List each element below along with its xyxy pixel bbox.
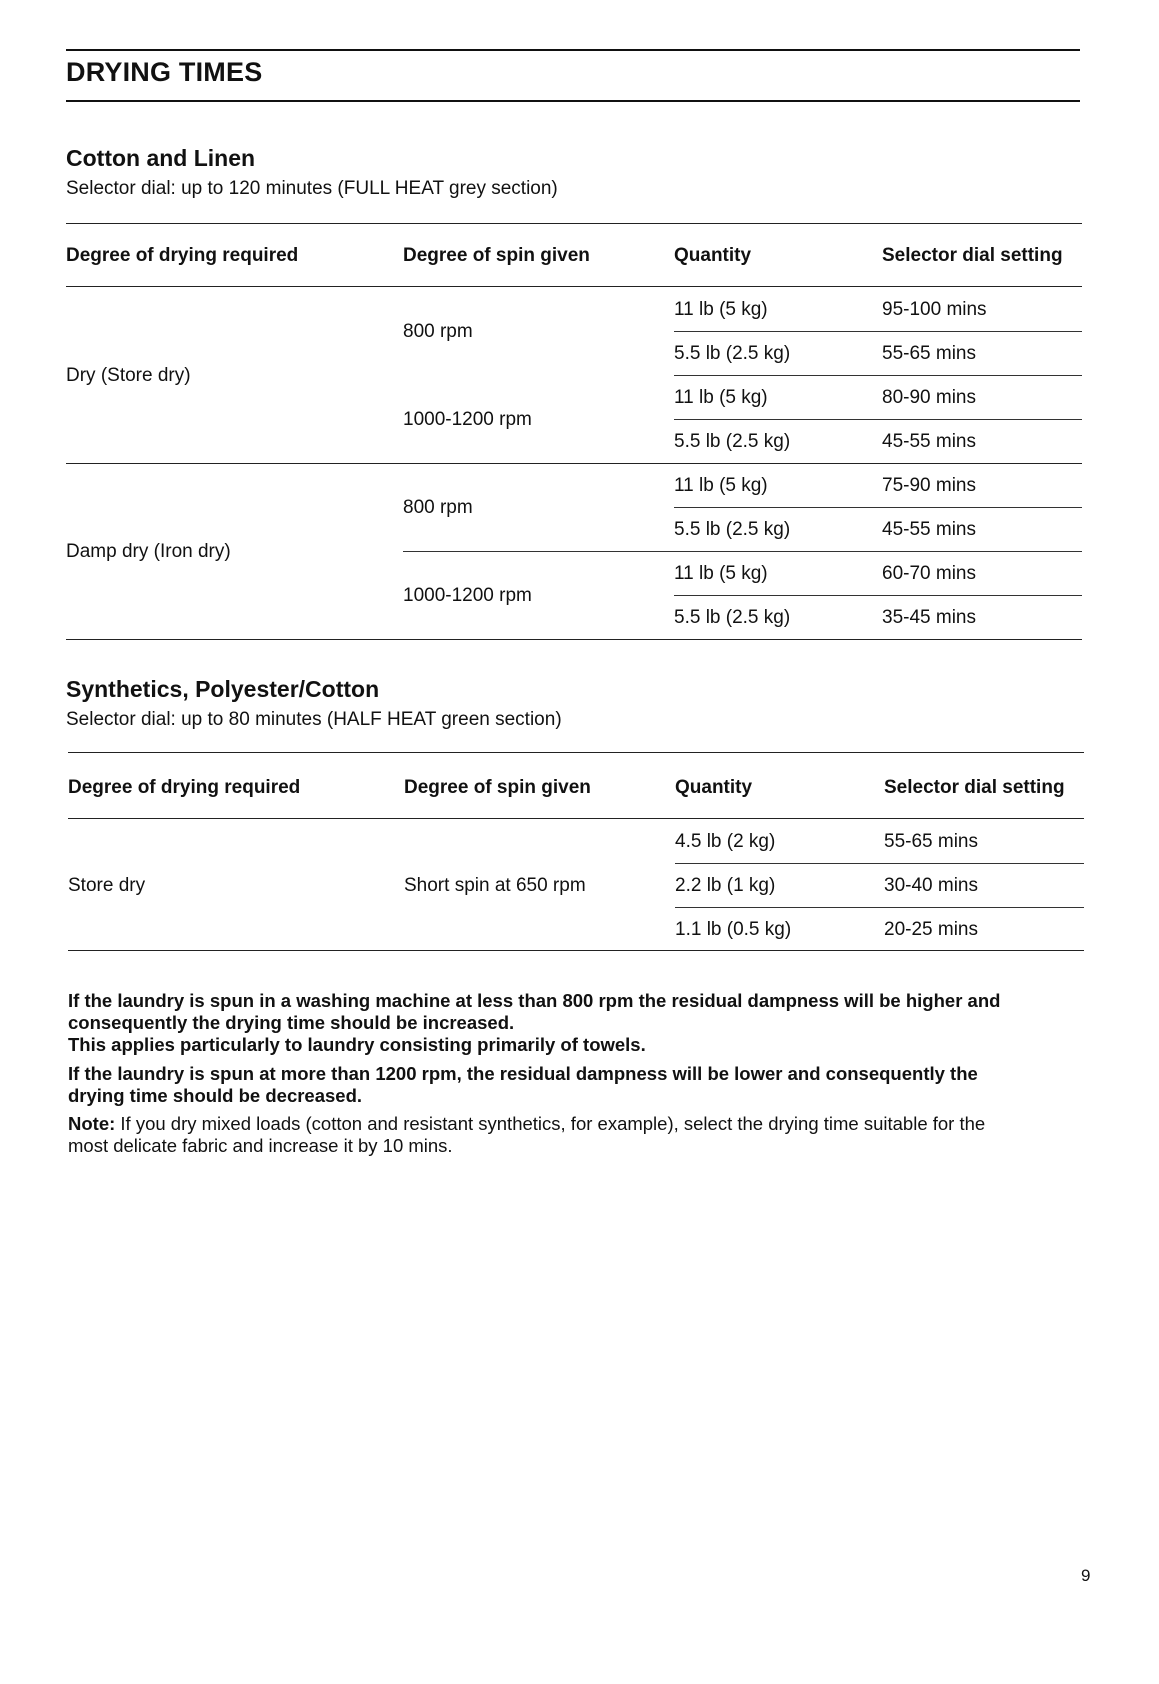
synthetics-header-spin: Degree of spin given <box>404 777 591 798</box>
spin-divider <box>674 375 1082 376</box>
page-title: DRYING TIMES <box>66 57 263 87</box>
cotton-setting: 75-90 mins <box>882 475 976 496</box>
cotton-setting: 55-65 mins <box>882 343 976 364</box>
cotton-header-setting: Selector dial setting <box>882 245 1063 266</box>
synthetics-setting: 55-65 mins <box>884 831 978 852</box>
row-divider <box>674 595 1082 596</box>
cotton-section-title: Cotton and Linen <box>66 145 256 171</box>
cotton-setting: 45-55 mins <box>882 431 976 452</box>
cotton-quantity: 11 lb (5 kg) <box>674 563 768 584</box>
row-divider <box>675 907 1084 908</box>
note-paragraph-4 <box>68 1113 1088 1157</box>
cotton-setting: 95-100 mins <box>882 299 987 320</box>
cotton-section-subtitle: Selector dial: up to 120 minutes (FULL HEAT grey section) <box>66 178 558 199</box>
cotton-spin-1000-1200: 1000-1200 rpm <box>403 585 532 606</box>
synthetics-table-top-rule <box>68 752 1084 753</box>
cotton-setting: 45-55 mins <box>882 519 976 540</box>
synthetics-header-quantity: Quantity <box>675 777 753 798</box>
cotton-quantity: 5.5 lb (2.5 kg) <box>674 519 791 540</box>
synthetics-degree-store-dry: Store dry <box>68 875 146 896</box>
cotton-spin-800: 800 rpm <box>403 497 473 518</box>
note-paragraph-2: This applies particularly to laundry consisting primarily of towels. <box>68 1034 646 1055</box>
cotton-quantity: 5.5 lb (2.5 kg) <box>674 431 791 452</box>
cotton-quantity: 5.5 lb (2.5 kg) <box>674 343 791 364</box>
cotton-spin-800: 800 rpm <box>403 321 473 342</box>
cotton-table-top-rule <box>66 223 1082 224</box>
synthetics-quantity: 2.2 lb (1 kg) <box>675 875 776 896</box>
synthetics-spin: Short spin at 650 rpm <box>404 875 586 896</box>
spin-divider <box>403 551 1082 552</box>
row-divider <box>674 419 1082 420</box>
note-text-line-1: If you dry mixed loads (cotton and resistant synthetics, for example), select the drying time suitable for the <box>120 1113 986 1134</box>
cotton-setting: 80-90 mins <box>882 387 976 408</box>
note-text-line-2: most delicate fabric and increase it by 10 mins. <box>68 1135 453 1156</box>
note-label: Note: <box>68 1113 116 1134</box>
cotton-setting: 35-45 mins <box>882 607 976 628</box>
synthetics-setting: 20-25 mins <box>884 919 978 940</box>
cotton-header-spin: Degree of spin given <box>403 245 590 266</box>
synthetics-header-setting: Selector dial setting <box>884 777 1065 798</box>
synthetics-quantity: 1.1 lb (0.5 kg) <box>675 919 792 940</box>
synthetics-quantity: 4.5 lb (2 kg) <box>675 831 776 852</box>
cotton-setting: 60-70 mins <box>882 563 976 584</box>
synthetics-setting: 30-40 mins <box>884 875 978 896</box>
row-divider <box>674 331 1082 332</box>
cotton-degree-store-dry: Dry (Store dry) <box>66 365 191 386</box>
synthetics-table-bottom-rule <box>68 950 1084 951</box>
note-paragraph-1-line-1: If the laundry is spun in a washing machine at less than 800 rpm the residual dampness will be higher and <box>68 990 1001 1011</box>
header-bottom-rule <box>66 100 1080 102</box>
cotton-degree-damp-dry: Damp dry (Iron dry) <box>66 541 231 562</box>
cotton-table-bottom-rule <box>66 639 1082 640</box>
synthetics-header-rule <box>68 818 1084 819</box>
header-top-rule <box>66 49 1080 51</box>
note-line-1 <box>68 1113 1088 1135</box>
group-divider <box>66 463 1082 464</box>
note-paragraph-3 <box>68 1063 1088 1107</box>
cotton-quantity: 5.5 lb (2.5 kg) <box>674 607 791 628</box>
cotton-quantity: 11 lb (5 kg) <box>674 299 768 320</box>
cotton-header-rule <box>66 286 1082 287</box>
cotton-header-quantity: Quantity <box>674 245 752 266</box>
cotton-spin-1000-1200: 1000-1200 rpm <box>403 409 532 430</box>
synthetics-section-subtitle: Selector dial: up to 80 minutes (HALF HEAT green section) <box>66 709 562 730</box>
note-paragraph-3-line-1: If the laundry is spun at more than 1200 rpm, the residual dampness will be lower and consequently the <box>68 1063 978 1084</box>
note-paragraph-3-line-2: drying time should be decreased. <box>68 1085 363 1106</box>
cotton-quantity: 11 lb (5 kg) <box>674 475 768 496</box>
synthetics-section-title: Synthetics, Polyester/Cotton <box>66 676 380 702</box>
page-number: 9 <box>1081 1566 1091 1585</box>
row-divider <box>675 863 1084 864</box>
note-paragraph-1 <box>68 990 1088 1056</box>
row-divider <box>674 507 1082 508</box>
cotton-quantity: 11 lb (5 kg) <box>674 387 768 408</box>
note-paragraph-1-line-2: consequently the drying time should be increased. <box>68 1012 515 1033</box>
synthetics-header-degree: Degree of drying required <box>68 777 301 798</box>
cotton-header-degree: Degree of drying required <box>66 245 299 266</box>
